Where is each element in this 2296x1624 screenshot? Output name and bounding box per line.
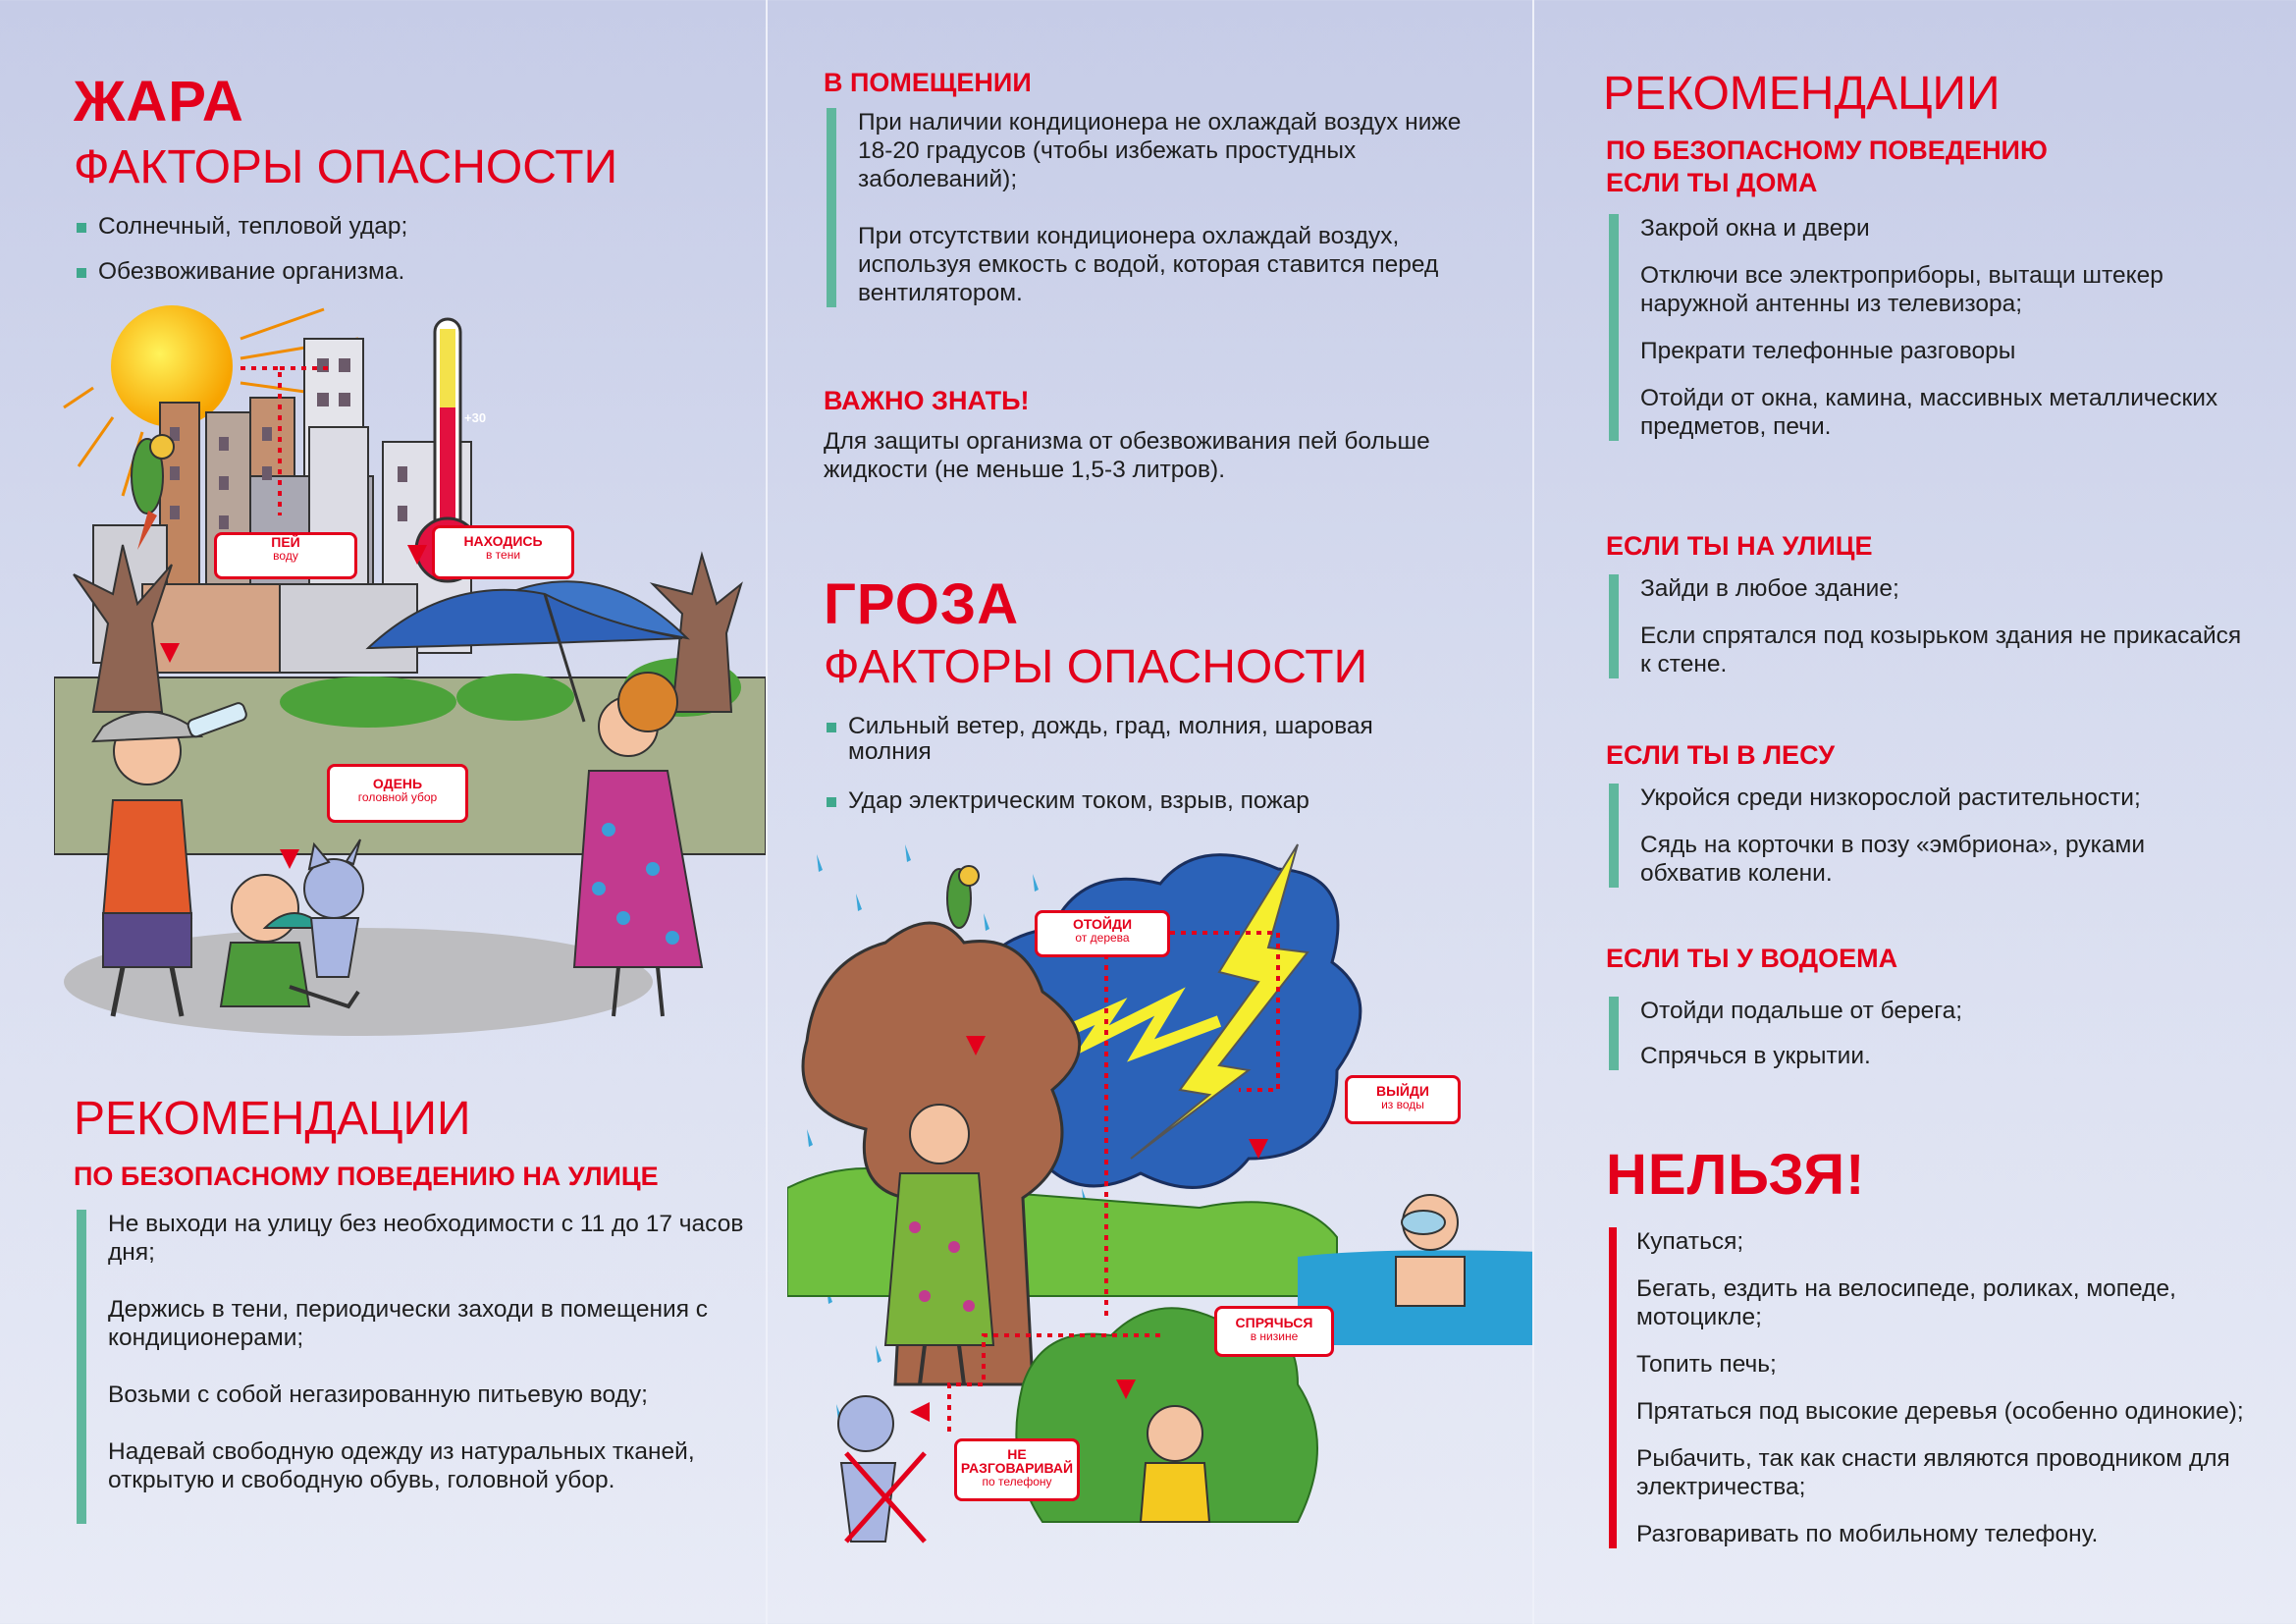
forbidden-item: Бегать, ездить на велосипеде, роликах, мопеде, мотоцикле; (1636, 1275, 2176, 1330)
callout-title: НЕ РАЗГОВАРИВАЙ (960, 1446, 1074, 1476)
callout-title: ОТОЙДИ (1072, 916, 1133, 932)
callout-no-phone (954, 1438, 1080, 1501)
heat-rec-item: Не выходи на улицу без необходимости с 11 до 17 часов дня; (108, 1211, 744, 1266)
heat-rec-item: Возьми с собой негазированную питьевую воду; (108, 1381, 648, 1408)
forest-list (1609, 784, 2249, 888)
forbidden-list (1609, 1227, 2245, 1548)
home-title: ПО БЕЗОПАСНОМУ ПОВЕДЕНИЮ ЕСЛИ ТЫ ДОМА (1606, 135, 2048, 197)
storm-factors-list (827, 714, 1376, 814)
forest-item: Укройся среди низкорослой растительности; (1640, 785, 2141, 811)
callout-sub: воду (273, 549, 298, 563)
storm-factor-item: Сильный ветер, дождь, град, молния, шаровая молния (827, 714, 1376, 765)
indoors-list (827, 108, 1486, 307)
heat-rec-title: РЕКОМЕНДАЦИИ (74, 1093, 471, 1145)
forbidden-title: НЕЛЬЗЯ! (1606, 1143, 1866, 1207)
parrot-icon (947, 866, 979, 928)
home-item: Прекрати телефонные разговоры (1640, 338, 2016, 364)
heat-rec-list (77, 1210, 746, 1524)
water-item: Отойди подальше от берега; (1640, 998, 1963, 1024)
street-item: Если спрятался под козырьком здания не прикасайся к стене. (1640, 623, 2242, 677)
heat-illustration (54, 299, 766, 1075)
heat-column (0, 0, 766, 1624)
callout-stay-shade (432, 525, 574, 579)
callout-get-out-water (1345, 1075, 1461, 1124)
water-item: Спрячься в укрытии. (1640, 1043, 1871, 1069)
callout-sub: по телефону (982, 1475, 1052, 1489)
forbidden-item: Прятаться под высокие деревья (особенно одинокие); (1636, 1398, 2244, 1425)
callout-wear-hat (327, 764, 468, 823)
street-title: ЕСЛИ ТЫ НА УЛИЦЕ (1606, 531, 1873, 561)
home-item: Отключи все электроприборы, вытащи штекер наружной антенны из телевизора; (1640, 262, 2163, 317)
callout-sub: в тени (485, 548, 521, 562)
callout-move-from-tree (1035, 910, 1170, 957)
water-title: ЕСЛИ ТЫ У ВОДОЕМА (1606, 944, 1898, 973)
storm-factor-item: Удар электрическим током, взрыв, пожар (827, 788, 1376, 814)
indoors-item: При наличии кондиционера не охлаждай воздух ниже 18-20 градусов (чтобы избежать простудных заболеваний); (858, 109, 1462, 192)
thermometer-label: +30 (464, 410, 487, 425)
heat-rec-item: Держись в тени, периодически заходи в помещения с кондиционерами; (108, 1296, 709, 1351)
important-title: ВАЖНО ЗНАТЬ! (824, 386, 1030, 415)
home-list (1609, 214, 2249, 441)
heat-factor-item: Солнечный, тепловой удар; (77, 214, 715, 240)
heat-factors-list (77, 214, 715, 285)
grass-hills-icon (787, 1168, 1337, 1296)
forest-item: Сядь на корточки в позу «эмбриона», руками обхватив колени. (1640, 832, 2146, 887)
storm-column (766, 0, 1534, 1624)
heat-rec-subtitle: ПО БЕЗОПАСНОМУ ПОВЕДЕНИЮ НА УЛИЦЕ (74, 1162, 659, 1191)
callout-sub: головной убор (357, 790, 438, 804)
storm-factors-title: ФАКТОРЫ ОПАСНОСТИ (824, 641, 1368, 693)
callout-sub: в низине (1250, 1329, 1299, 1343)
forbidden-item: Купаться; (1636, 1228, 1744, 1255)
heat-factors-title: ФАКТОРЫ ОПАСНОСТИ (74, 141, 618, 193)
callout-drink-water (214, 532, 357, 579)
callout-title: ПЕЙ (271, 534, 300, 550)
forest-title: ЕСЛИ ТЫ В ЛЕСУ (1606, 740, 1836, 770)
water-list (1609, 997, 2249, 1070)
forbidden-item: Рыбачить, так как снасти являются проводником для электричества; (1636, 1445, 2230, 1500)
storm-title: ГРОЗА (824, 572, 1020, 636)
home-item: Закрой окна и двери (1640, 215, 1870, 242)
important-text: Для защиты организма от обезвоживания пей больше жидкости (не меньше 1,5-3 литров). (824, 428, 1430, 483)
cat-phone-icon (838, 1396, 925, 1542)
callout-title: НАХОДИСЬ (463, 533, 543, 549)
callout-title: ОДЕНЬ (372, 776, 423, 791)
street-list (1609, 574, 2249, 678)
home-item: Отойди от окна, камина, массивных металлических предметов, печи. (1640, 385, 2218, 440)
storm-recommendations-column (1532, 0, 2296, 1624)
callout-sub: из воды (1381, 1098, 1424, 1111)
callout-hide-lowland (1214, 1306, 1334, 1357)
heat-title: ЖАРА (74, 70, 244, 134)
callout-sub: от дерева (1075, 931, 1130, 945)
forbidden-item: Разговаривать по мобильному телефону. (1636, 1521, 2099, 1547)
heat-factor-item: Обезвоживание организма. (77, 259, 715, 285)
street-item: Зайди в любое здание; (1640, 575, 1899, 602)
indoors-title: В ПОМЕЩЕНИИ (824, 68, 1032, 97)
heat-rec-item: Надевай свободную одежду из натуральных тканей, открытую и свободную обувь, головной убор. (108, 1438, 695, 1493)
indoors-item: При отсутствии кондиционера охлаждай воздух, используя емкость с водой, которая ставится перед вентилятором. (858, 223, 1439, 306)
forbidden-item: Топить печь; (1636, 1351, 1777, 1378)
callout-title: ВЫЙДИ (1376, 1083, 1429, 1099)
callout-title: СПРЯЧЬСЯ (1235, 1315, 1313, 1330)
storm-rec-title: РЕКОМЕНДАЦИИ (1603, 68, 2001, 120)
